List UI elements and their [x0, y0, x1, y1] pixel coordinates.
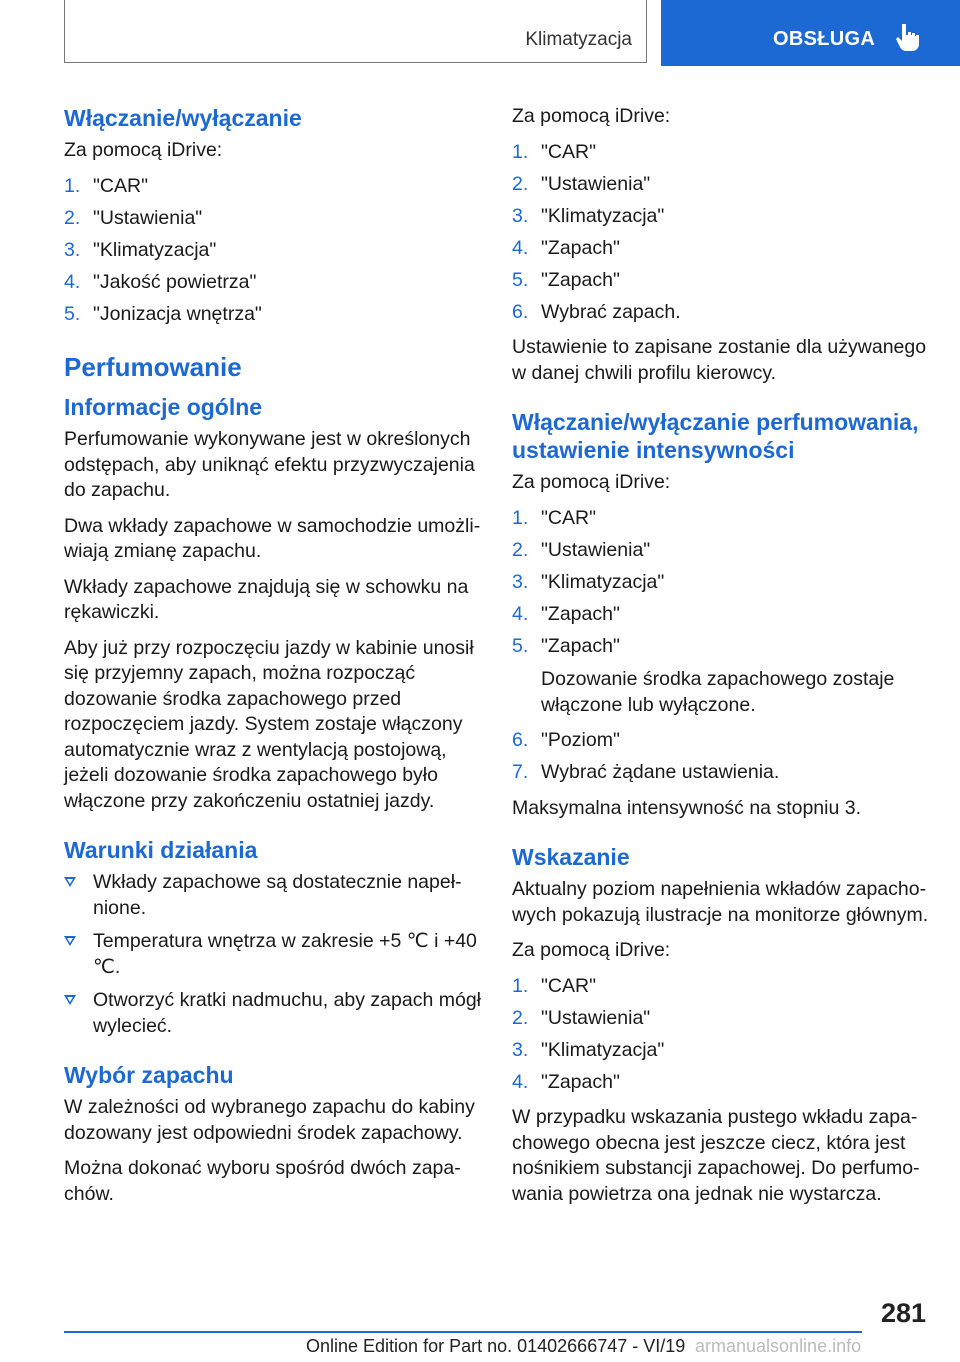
list-item: 2. "Ustawienia" — [512, 538, 651, 561]
list-item: 1. "CAR" — [512, 506, 597, 529]
paragraph: Perfumowanie wykonywane jest w określonych odstępach, aby uniknąć efektu przyzwyczajenia do zapachu. — [64, 428, 475, 501]
step-list — [512, 728, 932, 786]
list-item: 4. "Zapach" — [512, 602, 620, 625]
step-list — [512, 506, 932, 660]
step-list — [512, 140, 932, 326]
paragraph: Za pomocą iDrive: — [512, 105, 671, 127]
list-item: Otworzyć kratki nadmuchu, aby zapach mógł wylecieć. — [64, 988, 484, 1039]
paragraph: Można dokonać wyboru spośród dwóch zapachów. — [64, 1157, 461, 1205]
list-item: 5. "Zapach" — [512, 634, 620, 657]
list-item: 2. "Ustawienia" — [512, 1006, 651, 1029]
paragraph: Aktualny poziom napełnienia wkładów zapachowych pokazują ilustracje na monitorze głównym. — [512, 878, 929, 926]
list-item: 4. "Zapach" — [512, 1070, 620, 1093]
triangle-bullet-icon — [64, 936, 76, 946]
bullet-list — [64, 870, 484, 1039]
list-item: 3. "Klimatyzacja" — [512, 204, 665, 227]
list-item: Wkłady zapachowe są dostatecznie napełnione. — [64, 870, 484, 921]
paragraph: Za pomocą iDrive: — [512, 939, 671, 961]
paragraph: Dwa wkłady zapachowe w samochodzie umożliwiają zmianę zapachu. — [64, 514, 481, 562]
list-item: 5. "Jonizacja wnętrza" — [64, 302, 262, 325]
list-item: 4. "Jakość powietrza" — [64, 270, 257, 293]
main-heading: Perfumowanie — [64, 352, 242, 382]
page-header — [64, 0, 960, 66]
list-item: 5. "Zapach" — [512, 268, 620, 291]
right-column — [512, 100, 932, 1217]
left-column — [64, 100, 484, 1217]
watermark: armanualsonline.info — [695, 1336, 862, 1356]
list-item: 6. "Poziom" — [512, 729, 620, 751]
paragraph: W przypadku wskazania pustego wkładu zapachowego obecna jest jeszcze ciecz, która jest nośnikiem substancji zapachowej. Do perfumowania powietrza ona jednak nie wystarcza. — [512, 1106, 920, 1205]
section-heading: Włączanie/wyłączanie perfumowania, ustawienie intensywności — [512, 409, 919, 463]
step-note: Dozowanie środka zapachowego zostaje włączone lub wyłączone. — [541, 668, 895, 716]
section-heading: Wybór zapachu — [64, 1062, 234, 1088]
edition-text: Online Edition for Part no. 01402666747 - VI/19 — [306, 1336, 686, 1356]
section-heading: Wskazanie — [512, 844, 630, 870]
paragraph: Ustawienie to zapisane zostanie dla używanego w danej chwili profilu kierowcy. — [512, 336, 927, 384]
chapter-title: OBSŁUGA — [773, 28, 876, 50]
paragraph: Maksymalna intensywność na stopniu 3. — [512, 796, 862, 819]
list-item: 3. "Klimatyzacja" — [512, 1038, 665, 1061]
step-list — [512, 974, 932, 1096]
paragraph: Za pomocą iDrive: — [64, 139, 223, 161]
list-item: 2. "Ustawienia" — [64, 206, 203, 229]
section-heading: Informacje ogólne — [64, 394, 263, 420]
paragraph: Aby już przy rozpoczęciu jazdy w kabinie unosił się przyjemny zapach, można rozpocząć dozowanie środka zapachowego przed rozpoczęciem jazdy. System zostaje włączony automatycznie wraz z wentylacją postojową, jeżeli dozowanie środka zapachowego było włączone przy zakończeniu ostatniej jazdy. — [64, 636, 474, 812]
list-item: Temperatura wnętrza w zakresie +5 ℃ i +40 ℃. — [64, 929, 484, 980]
chapter-tab — [661, 0, 960, 66]
list-item: 1. "CAR" — [512, 974, 597, 997]
section-tab — [64, 0, 647, 63]
section-heading: Warunki działania — [64, 837, 258, 863]
step-list — [64, 174, 484, 328]
paragraph: Za pomocą iDrive: — [512, 471, 671, 493]
footer-divider — [64, 1331, 862, 1333]
triangle-bullet-icon — [64, 877, 76, 887]
paragraph: Wkłady zapachowe znajdują się w schowku na rękawiczki. — [64, 575, 469, 623]
list-item: 2. "Ustawienia" — [512, 172, 651, 195]
section-title: Klimatyzacja — [525, 29, 632, 50]
list-item: 7. Wybrać żądane ustawienia. — [512, 761, 780, 783]
list-item: 4. "Zapach" — [512, 236, 620, 259]
page-number: 281 — [880, 1298, 926, 1328]
list-item: 3. "Klimatyzacja" — [512, 570, 665, 593]
list-item: 1. "CAR" — [512, 140, 597, 163]
list-item: 3. "Klimatyzacja" — [64, 238, 217, 261]
list-item: 6. Wybrać zapach. — [512, 300, 681, 323]
section-heading: Włączanie/wyłączanie — [64, 105, 302, 131]
triangle-bullet-icon — [64, 995, 76, 1005]
list-item: 1. "CAR" — [64, 174, 149, 197]
paragraph: W zależności od wybranego zapachu do kabiny dozowany jest odpowiedni środek zapachowy. — [64, 1096, 475, 1144]
hand-pointer-icon — [893, 22, 923, 52]
